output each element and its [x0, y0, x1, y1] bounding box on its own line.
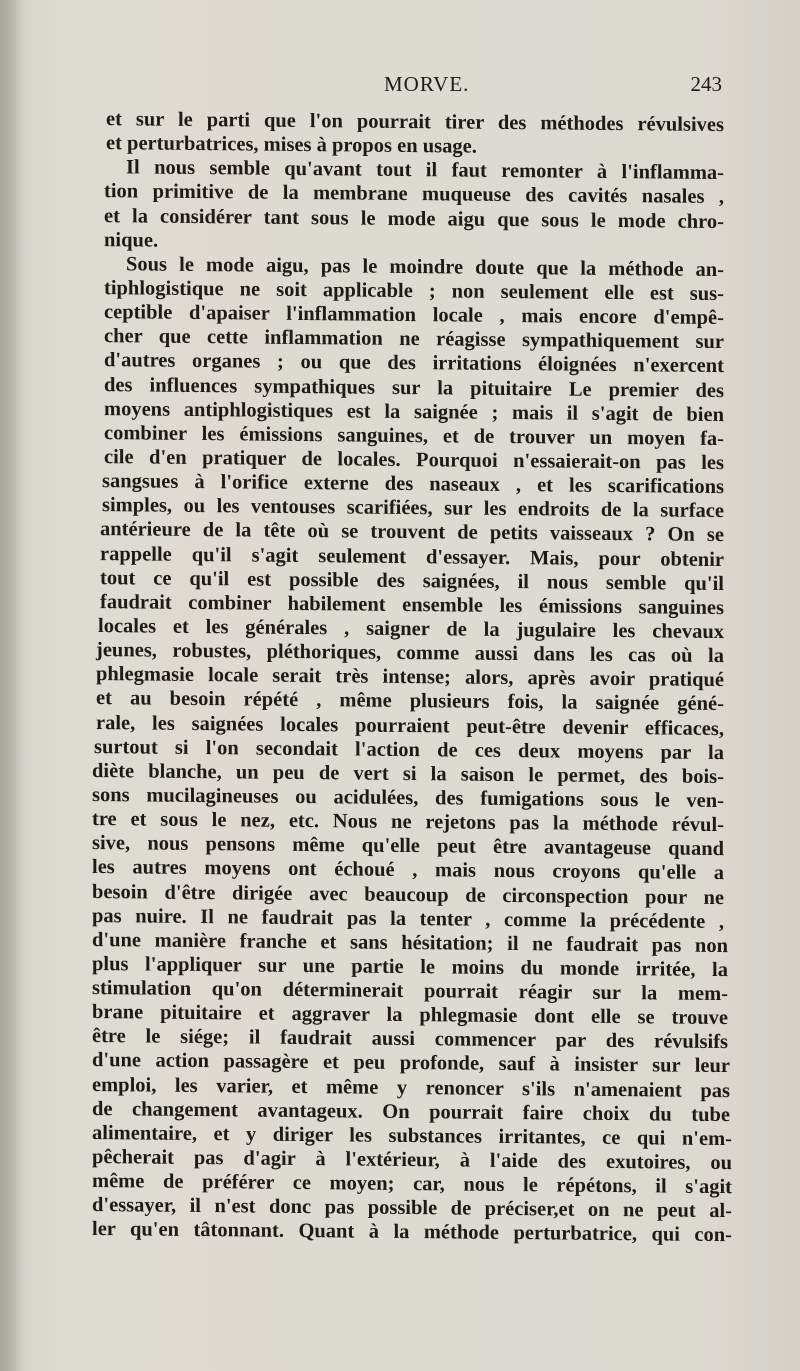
- text-line: même de préférer ce moyen; car, nous le répétons, il s'agit: [92, 1170, 732, 1199]
- text-line: ler qu'en tâtonnant. Quant à la méthode perturbatrice, qui con-: [92, 1218, 732, 1247]
- text-line: rappelle qu'il s'agit seulement d'essayer. Mais, pour obtenir: [100, 542, 724, 571]
- text-line: plus l'appliquer sur une partie le moins du monde irritée, la: [92, 952, 728, 982]
- text-line: cher que cette inflammation ne réagisse sympathiquement sur: [104, 325, 724, 354]
- text-line: cile d'en pratiquer de locales. Pourquoi n'essaierait-on pas les: [104, 446, 724, 475]
- running-head: [96, 72, 722, 102]
- text-line: simples, ou les ventouses scarifiées, sur les endroits de la surface: [102, 494, 724, 523]
- text-line: Sous le mode aigu, pas le moindre doute que la méthode an-: [126, 253, 724, 281]
- page-number: 243: [690, 72, 722, 96]
- text-line: pêcherait pas d'agir à l'extérieur, à l'aide des exutoires, ou: [92, 1146, 732, 1175]
- text-line: d'essayer, il n'est donc pas possible de préciser,et on ne peut al-: [92, 1194, 732, 1223]
- text-line: pas nuire. Il ne faudrait pas la tenter , comme la précédente ,: [92, 904, 724, 933]
- text-line: d'autres organes ; ou que des irritations éloignées n'exercent: [104, 349, 724, 378]
- text-line: être le siége; il faudrait aussi commencer par des révulsifs: [92, 1025, 728, 1054]
- text-line: faudrait combiner habilement ensemble les émissions sanguines: [100, 590, 724, 619]
- text-line: et la considérer tant sous le mode aigu que sous le mode chro-: [104, 204, 724, 233]
- text-line: et sur le parti que l'on pourrait tirer des méthodes révulsives: [106, 108, 724, 137]
- text-line: rale, les saignées locales pourraient peut-être devenir efficaces,: [96, 711, 724, 740]
- text-line: et au besoin répété , même plusieurs fois, la saignée géné-: [96, 687, 724, 716]
- text-line: besoin d'être dirigée avec beaucoup de circonspection pour ne: [92, 880, 724, 909]
- text-line: tiphlogistique ne soit applicable ; non seulement elle est sus-: [104, 277, 724, 306]
- text-line: de changement avantageux. On pourrait faire choix du tube: [92, 1097, 730, 1126]
- text-line: emploi, les varier, et même y renoncer s'ils n'amenaient pas: [92, 1073, 730, 1102]
- text-line: tre et sous le nez, etc. Nous ne rejetons pas la méthode révul-: [92, 808, 724, 837]
- body-text: [92, 107, 732, 1248]
- text-line: Il nous semble qu'avant tout il faut remonter à l'inflamma-: [126, 156, 724, 185]
- text-line: sons mucilagineuses ou acidulées, des fumigations sous le ven-: [92, 783, 724, 813]
- text-line: jeunes, robustes, pléthoriques, comme aussi dans les cas où la: [96, 639, 724, 668]
- text-line: locales et les générales , saigner de la jugulaire les chevaux: [98, 615, 724, 644]
- gutter-shadow: [0, 0, 26, 1371]
- text-line: les autres moyens ont échoué , mais nous croyons qu'elle a: [92, 856, 724, 885]
- text-line: combiner les émissions sanguines, et de trouver un moyen fa-: [104, 421, 724, 450]
- text-line: moyens antiphlogistiques est la saignée ; mais il s'agit de bien: [104, 397, 724, 426]
- text-line: diète blanche, un peu de vert si la saison le permet, des bois-: [92, 759, 724, 788]
- text-line: des influences sympathiques sur la pituitaire Le premier des: [104, 373, 724, 402]
- text-line: phlegmasie locale serait très intense; alors, après avoir pratiqué: [96, 663, 724, 692]
- text-line: d'une action passagère et peu profonde, sauf à insister sur leur: [92, 1049, 730, 1078]
- text-line: tion primitive de la membrane muqueuse des cavités nasales ,: [104, 180, 724, 209]
- text-line: ceptible d'apaiser l'inflammation locale , mais encore d'empê-: [104, 301, 724, 330]
- text-line: brane pituitaire et aggraver la phlegmasie dont elle se trouve: [92, 1001, 728, 1030]
- text-line: sangsues à l'orifice externe des naseaux , et les scarifications: [102, 470, 724, 499]
- text-line: alimentaire, et y diriger les substances irritantes, ce qui n'em-: [92, 1121, 732, 1151]
- text-line: tout ce qu'il est possible des saignées, il nous semble qu'il: [100, 566, 724, 595]
- text-line: nique.: [104, 228, 159, 252]
- text-line: sive, nous pensons même qu'elle peut être avantageuse quand: [92, 832, 724, 861]
- text-line: stimulation qu'on déterminerait pourrait réagir sur la mem-: [92, 977, 728, 1006]
- running-title: MORVE.: [384, 72, 470, 96]
- text-line: antérieure de la tête où se trouvent de petits vaisseaux ? On se: [100, 518, 724, 547]
- text-line: d'une manière franche et sans hésitation; il ne faudrait pas non: [92, 928, 728, 957]
- text-line: et perturbatrices, mises à propos en usage.: [106, 132, 477, 158]
- text-line: surtout si l'on secondait l'action de ces deux moyens par la: [94, 735, 724, 764]
